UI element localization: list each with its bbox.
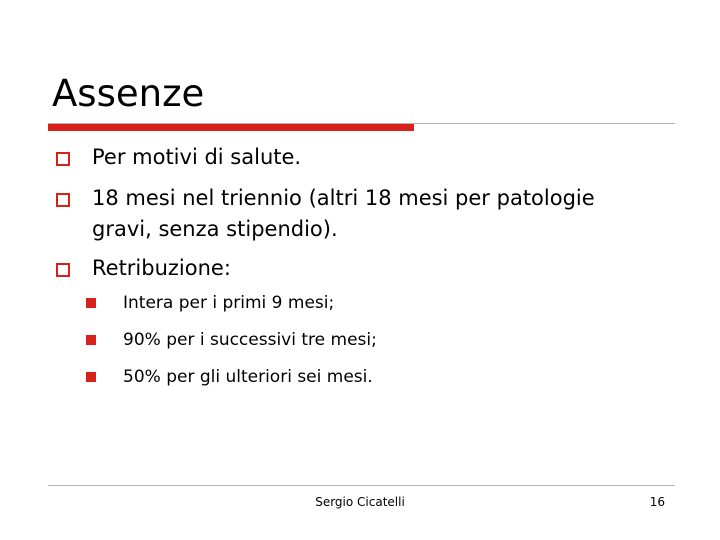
hollow-square-bullet-icon [56, 263, 70, 277]
hollow-square-bullet-icon [56, 193, 70, 207]
filled-square-bullet-icon [86, 298, 96, 308]
hollow-square-bullet-icon [56, 152, 70, 166]
footer-divider [48, 485, 675, 486]
slide-title: Assenze [52, 72, 205, 115]
title-divider-accent [48, 124, 414, 131]
bullet-text: 18 mesi nel triennio (altri 18 mesi per patologie [92, 186, 595, 210]
bullet-text: Per motivi di salute. [92, 145, 302, 169]
bullet-text: gravi, senza stipendio). [92, 217, 338, 241]
footer-page-number: 16 [649, 495, 665, 509]
sub-bullet-text: 90% per i successivi tre mesi; [123, 330, 377, 350]
filled-square-bullet-icon [86, 372, 96, 382]
sub-bullet-text: Intera per i primi 9 mesi; [123, 293, 335, 313]
bullet-text: Retribuzione: [92, 256, 231, 280]
sub-bullet-text: 50% per gli ulteriori sei mesi. [123, 367, 373, 387]
footer-author: Sergio Cicatelli [315, 495, 405, 509]
filled-square-bullet-icon [86, 335, 96, 345]
